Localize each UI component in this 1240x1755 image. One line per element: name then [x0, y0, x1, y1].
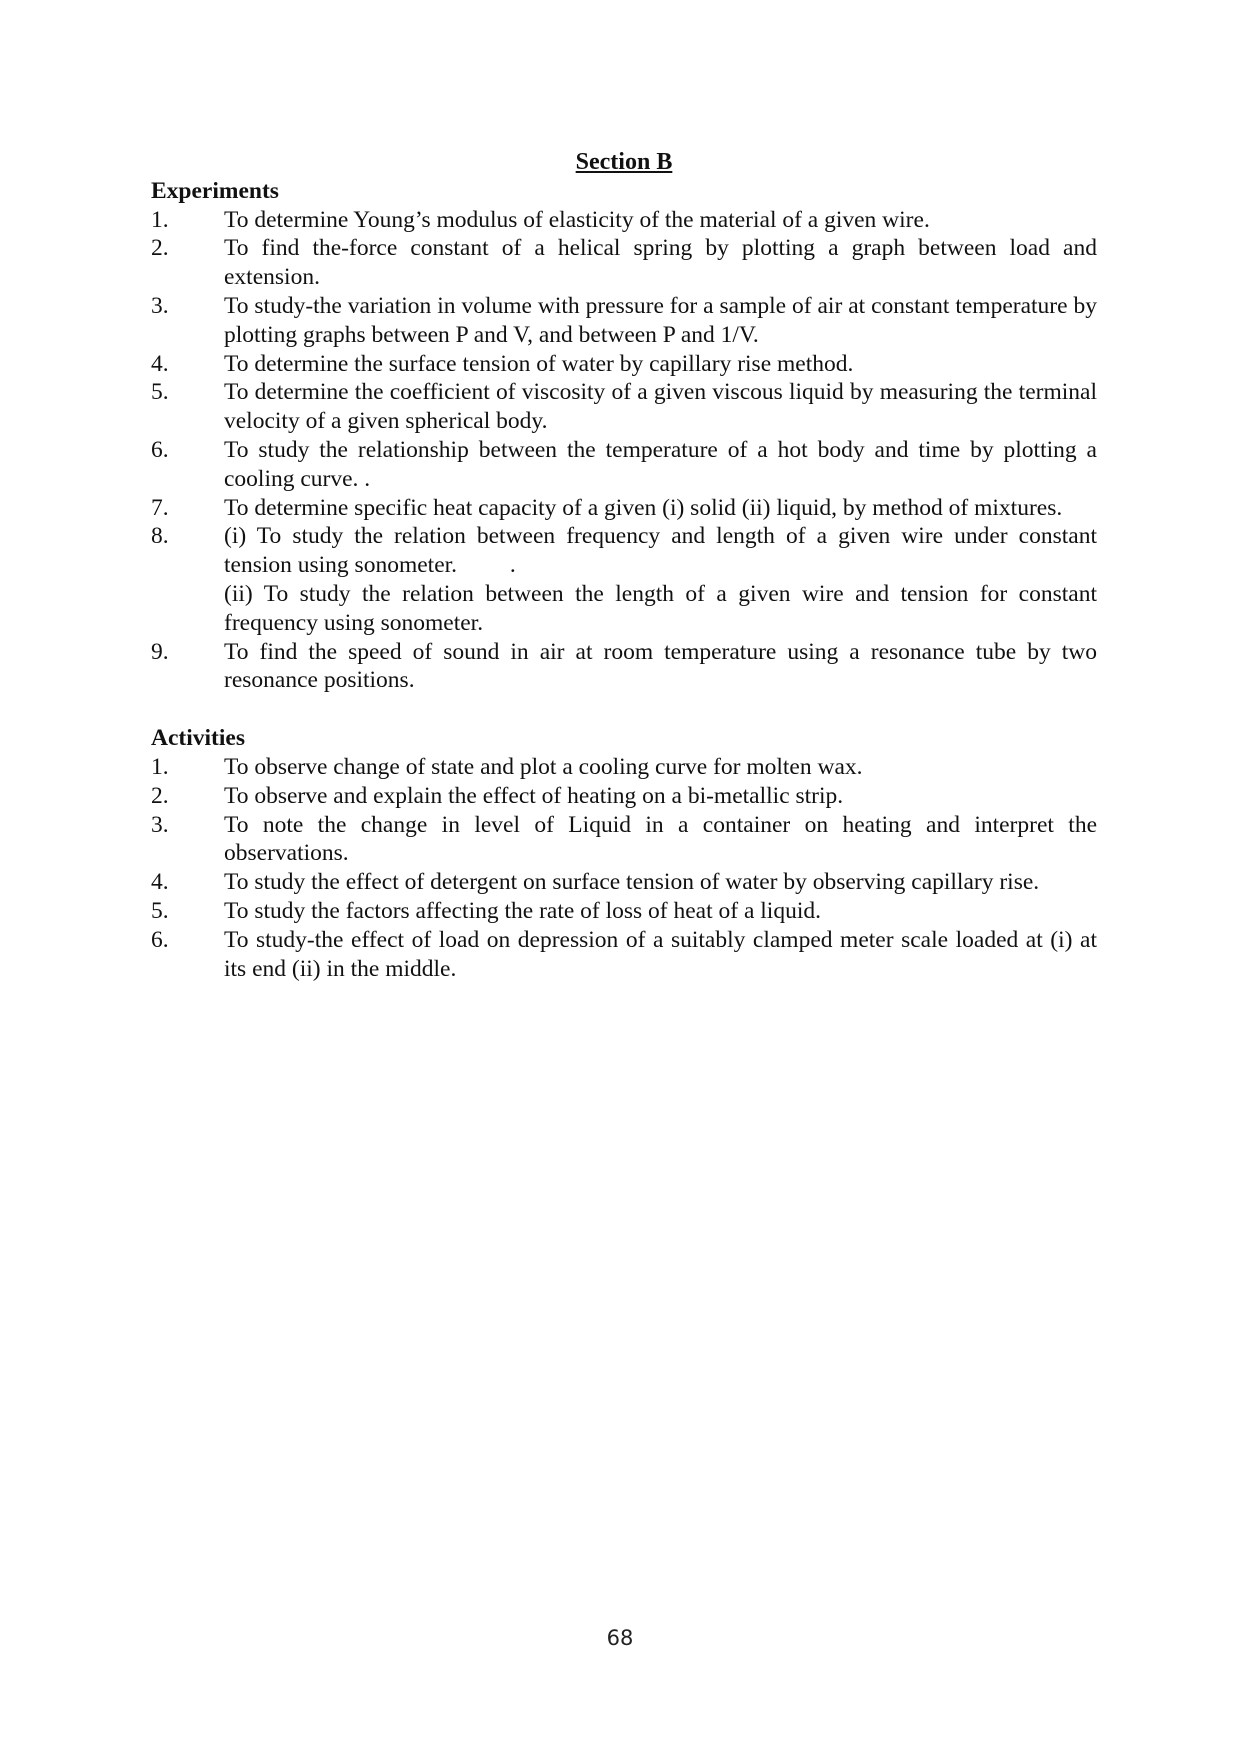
item-text	[224, 436, 1097, 494]
list-item	[151, 926, 1097, 984]
list-item	[151, 234, 1097, 292]
item-text	[224, 868, 1097, 897]
item-paragraph: To study the effect of detergent on surface tension of water by observing capillary rise.	[224, 869, 1040, 896]
activities-list	[151, 753, 1097, 983]
item-number: 5.	[151, 379, 169, 406]
section-spacer	[151, 695, 1097, 724]
item-text	[224, 494, 1097, 523]
item-number: 6.	[151, 926, 169, 953]
item-text	[224, 206, 1097, 235]
list-item	[151, 753, 1097, 782]
list-item	[151, 436, 1097, 494]
activities-heading: Activities	[151, 725, 245, 752]
item-number: 7.	[151, 494, 169, 521]
item-text	[224, 292, 1097, 350]
item-paragraph: To study-the effect of load on depression of a suitably clamped meter scale loaded at (i) at its end (ii) in the middle.	[224, 926, 1097, 982]
item-text	[224, 782, 1097, 811]
item-number: 9.	[151, 638, 169, 665]
list-item	[151, 494, 1097, 523]
list-item	[151, 522, 1097, 637]
item-text	[224, 378, 1097, 436]
item-paragraph: To find the speed of sound in air at room temperature using a resonance tube by two resonance positions.	[224, 638, 1097, 694]
item-number: 6.	[151, 436, 169, 463]
item-number: 3.	[151, 292, 169, 319]
item-number: 3.	[151, 811, 169, 838]
item-text	[224, 753, 1097, 782]
item-text	[224, 234, 1097, 292]
item-paragraph: To observe change of state and plot a cooling curve for molten wax.	[224, 753, 863, 780]
item-text	[224, 350, 1097, 379]
list-item	[151, 811, 1097, 869]
list-item	[151, 782, 1097, 811]
list-item	[151, 897, 1097, 926]
item-paragraph: To note the change in level of Liquid in a container on heating and interpret the observations.	[224, 811, 1097, 867]
experiments-heading: Experiments	[151, 177, 279, 204]
item-paragraph: To study the relationship between the temperature of a hot body and time by plotting a cooling curve. .	[224, 436, 1097, 492]
page-content	[151, 148, 1097, 983]
item-paragraph: To study the factors affecting the rate of loss of heat of a liquid.	[224, 897, 821, 924]
item-paragraph: To determine specific heat capacity of a given (i) solid (ii) liquid, by method of mixtures.	[224, 494, 1063, 521]
item-paragraph: (ii) To study the relation between the length of a given wire and tension for constant frequency using sonometer.	[224, 580, 1097, 636]
item-number: 4.	[151, 869, 169, 896]
item-text	[224, 811, 1097, 869]
item-paragraph: To study-the variation in volume with pressure for a sample of air at constant temperature by plotting graphs between P and V, and between P and 1/V.	[224, 292, 1097, 348]
list-item	[151, 350, 1097, 379]
item-number: 2.	[151, 235, 169, 262]
list-item	[151, 378, 1097, 436]
item-number: 1.	[151, 753, 169, 780]
item-text	[224, 897, 1097, 926]
list-item	[151, 206, 1097, 235]
item-number: 4.	[151, 350, 169, 377]
item-paragraph: To determine the surface tension of water by capillary rise method.	[224, 350, 854, 377]
item-number: 2.	[151, 782, 169, 809]
item-text	[224, 926, 1097, 984]
item-paragraph: To determine the coefficient of viscosity of a given viscous liquid by measuring the terminal velocity of a given spherical body.	[224, 379, 1097, 435]
list-item	[151, 638, 1097, 696]
page-number: 68	[606, 1626, 634, 1650]
list-item	[151, 292, 1097, 350]
section-title: Section B	[575, 149, 673, 175]
item-number: 5.	[151, 897, 169, 924]
item-text	[224, 638, 1097, 696]
item-paragraph: (i) To study the relation between frequency and length of a given wire under constant tension using sonometer. .	[224, 523, 1097, 579]
activities-section	[151, 724, 1097, 983]
list-item	[151, 868, 1097, 897]
experiments-list	[151, 206, 1097, 696]
item-text	[224, 522, 1097, 637]
item-paragraph: To find the-force constant of a helical spring by plotting a graph between load and extension.	[224, 235, 1097, 291]
item-number: 1.	[151, 206, 169, 233]
item-paragraph: To determine Young’s modulus of elasticity of the material of a given wire.	[224, 206, 930, 233]
item-number: 8.	[151, 523, 169, 550]
experiments-section	[151, 177, 1097, 695]
item-paragraph: To observe and explain the effect of heating on a bi-metallic strip.	[224, 782, 844, 809]
